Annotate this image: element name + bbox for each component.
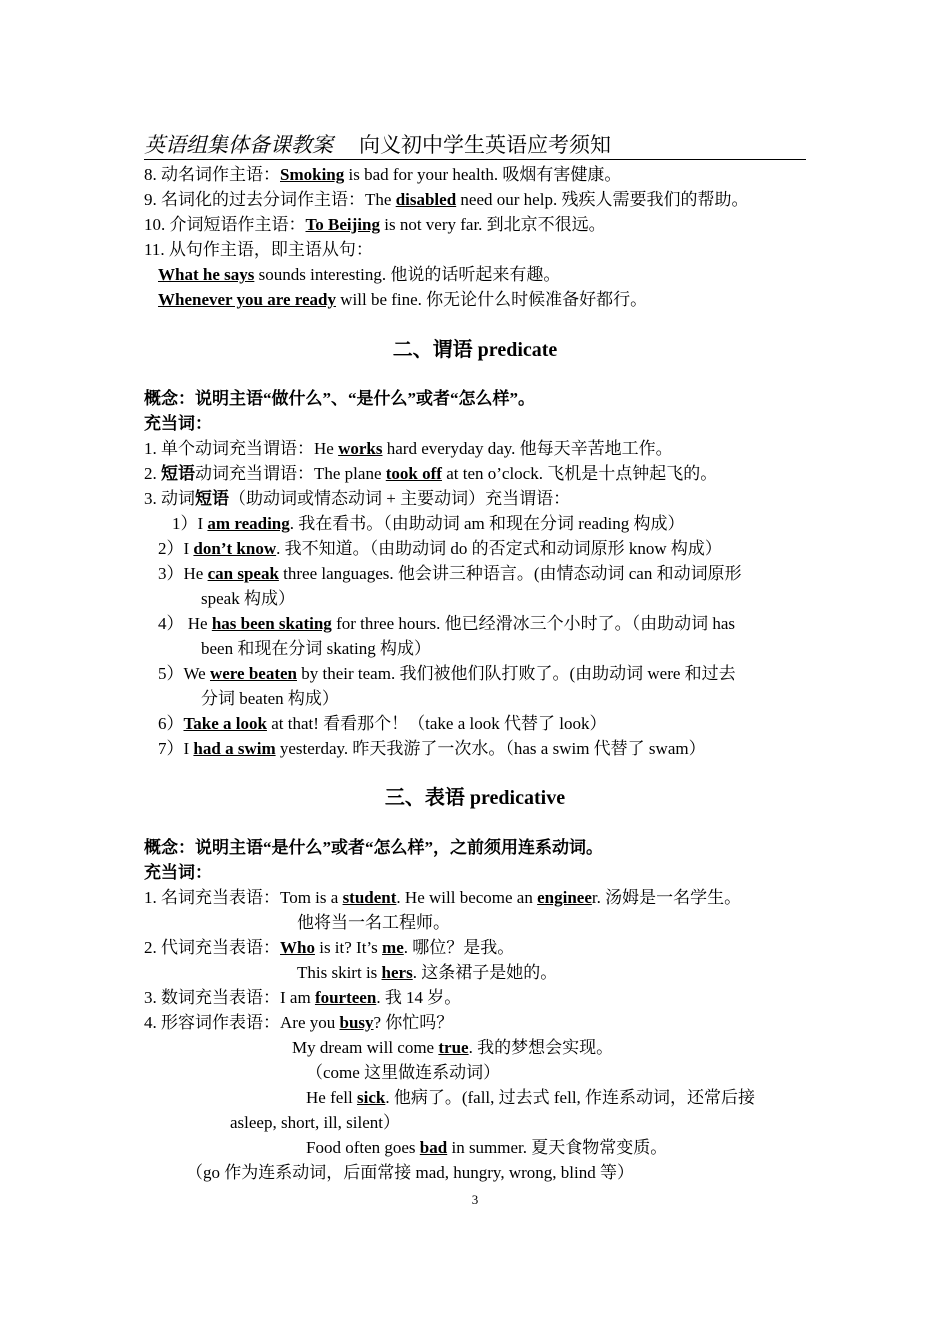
header-title-left: 英语组集体备课教案 — [144, 133, 333, 157]
predicate-item-3: 3. 动词短语（助动词或情态动词 + 主要动词）充当谓语： — [144, 489, 571, 508]
subject-item-9: 9. 名词化的过去分词作主语：The disabled need our help. 残疾人需要我们的帮助。 — [144, 190, 749, 209]
predicative-item-4: 4. 形容词作表语：Are you busy? 你忙吗？ — [144, 1013, 454, 1032]
subject-item-8: 8. 动名词作主语：Smoking is bad for your health. 吸烟有害健康。 — [144, 165, 622, 184]
page-number: 3 — [471, 1192, 479, 1207]
predicate-example-3: 3）He can speak three languages. 他会讲三种语言。(由情态动词 can 和动词原形 — [158, 564, 742, 583]
header-title-right: 向义初中学生英语应考须知 — [359, 133, 611, 157]
predicative-example-4d-cont: asleep, short, ill, silent） — [230, 1113, 400, 1132]
section-title-predicative: 三、表语 predicative — [384, 787, 566, 809]
predicative-item-1: 1. 名词充当表语：Tom is a student. He will become an engineer. 汤姆是一名学生。 — [144, 888, 742, 907]
predicate-example-2: 2）I don’t know. 我不知道。（由助动词 do 的否定式和动词原形 know 构成） — [158, 539, 722, 558]
predicate-example-4: 4） He has been skating for three hours. 他已经滑冰三个小时了。（由助动词 has — [158, 614, 736, 633]
predicative-example-4b: My dream will come true. 我的梦想会实现。 — [292, 1038, 614, 1057]
predicate-item-1: 1. 单个动词充当谓语：He works hard everyday day. 他每天辛苦地工作。 — [144, 439, 673, 458]
predicate-example-5: 5）We were beaten by their team. 我们被他们队打败了。(由助动词 were 和过去 — [158, 664, 736, 683]
section-title-predicate: 二、谓语 predicate — [392, 339, 558, 361]
predicate-example-3-cont: speak 构成） — [201, 589, 295, 608]
predicate-example-6: 6）Take a look at that! 看看那个！（take a look 代替了 look） — [158, 714, 607, 733]
predicative-item-2-cont: This skirt is hers. 这条裙子是她的。 — [297, 963, 558, 982]
predicate-example-1: 1）I am reading. 我在看书。（由助动词 am 和现在分词 reading 构成） — [172, 514, 685, 533]
subject-item-10: 10. 介词短语作主语：To Beijing is not very far. 到北京不很远。 — [144, 215, 606, 234]
predicate-example-5-cont: 分词 beaten 构成） — [201, 689, 339, 708]
predicate-fillers-label: 充当词： — [144, 414, 212, 433]
predicative-item-1-cont: 他将当一名工程师。 — [297, 913, 450, 932]
predicate-example-7: 7）I had a swim yesterday. 昨天我游了一次水。（has a swim 代替了 swam） — [158, 739, 706, 758]
predicative-item-2: 2. 代词充当表语：Who is it? It’s me. 哪位？是我。 — [144, 938, 515, 957]
predicative-item-3: 3. 数词充当表语：I am fourteen. 我 14 岁。 — [144, 988, 462, 1007]
predicate-concept: 概念：说明主语“做什么”、“是什么”或者“怎么样”。 — [144, 389, 535, 408]
predicate-item-2: 2. 短语动词充当谓语：The plane took off at ten o’clock. 飞机是十点钟起飞的。 — [144, 464, 718, 483]
predicative-example-4f: Food often goes bad in summer. 夏天食物常变质。 — [306, 1138, 668, 1157]
page-header — [144, 132, 806, 160]
predicative-concept: 概念：说明主语“是什么”或者“怎么样”，之前须用连系动词。 — [144, 838, 603, 857]
predicative-note-4c: （come 这里做连系动词） — [306, 1063, 501, 1082]
subject-example-11a: What he says sounds interesting. 他说的话听起来有趣。 — [158, 265, 561, 284]
subject-item-11: 11. 从句作主语，即主语从句： — [144, 240, 373, 259]
predicative-fillers-label: 充当词： — [144, 863, 212, 882]
predicative-example-4d: He fell sick. 他病了。(fall, 过去式 fell, 作连系动词，还常后接 — [306, 1088, 756, 1107]
predicate-example-4-cont: been 和现在分词 skating 构成） — [201, 639, 431, 658]
predicative-note-4g: （go 作为连系动词，后面常接 mad, hungry, wrong, blind 等） — [186, 1163, 634, 1182]
subject-example-11b: Whenever you are ready will be fine. 你无论什么时候准备好都行。 — [158, 290, 648, 309]
